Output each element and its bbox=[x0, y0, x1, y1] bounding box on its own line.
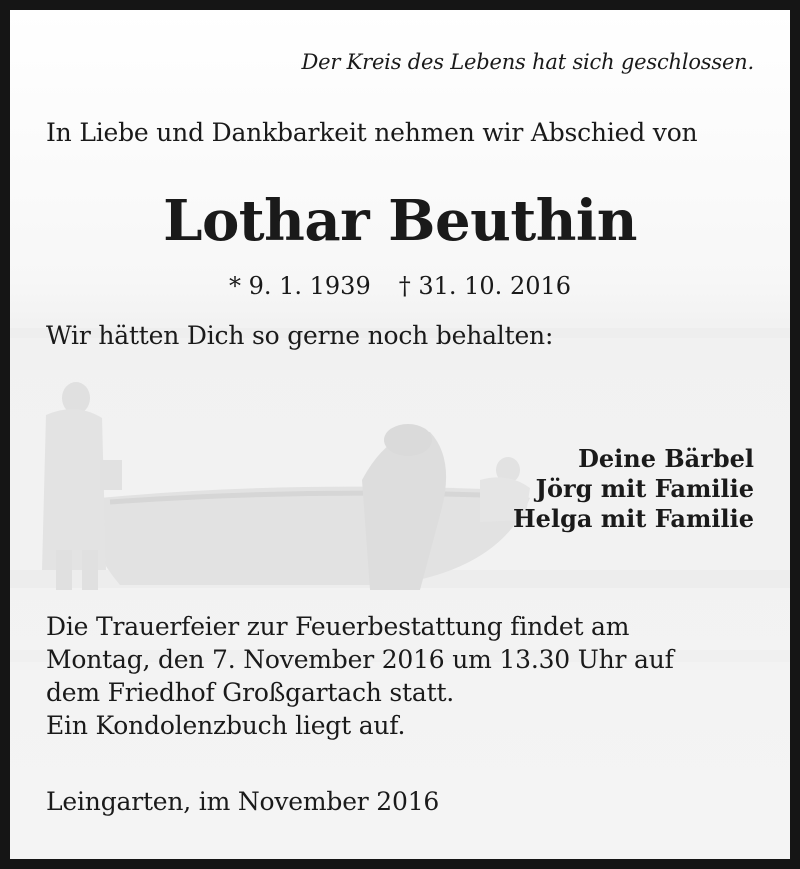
service-line: dem Friedhof Großgartach statt. bbox=[46, 678, 455, 707]
service-line: Ein Kondolenzbuch liegt auf. bbox=[46, 711, 406, 740]
death-date: † 31. 10. 2016 bbox=[398, 272, 572, 300]
wish-line: Wir hätten Dich so gerne noch behalten: bbox=[46, 321, 554, 350]
deceased-name: Lothar Beuthin bbox=[163, 188, 637, 254]
intro-line: In Liebe und Dankbarkeit nehmen wir Abschied von bbox=[46, 118, 698, 147]
service-line: Montag, den 7. November 2016 um 13.30 Uhr auf bbox=[46, 645, 674, 674]
mourner-name: Deine Bärbel bbox=[578, 444, 754, 473]
birth-date: * 9. 1. 1939 bbox=[228, 272, 371, 300]
place-date: Leingarten, im November 2016 bbox=[46, 787, 440, 816]
service-details bbox=[46, 610, 674, 742]
life-dates bbox=[10, 272, 790, 300]
mourners-list bbox=[513, 444, 754, 534]
service-line: Die Trauerfeier zur Feuerbestattung findet am bbox=[46, 612, 630, 641]
mourner-name: Jörg mit Familie bbox=[535, 474, 754, 503]
motto-line: Der Kreis des Lebens hat sich geschlossen. bbox=[301, 50, 754, 74]
mourner-name: Helga mit Familie bbox=[513, 504, 754, 533]
